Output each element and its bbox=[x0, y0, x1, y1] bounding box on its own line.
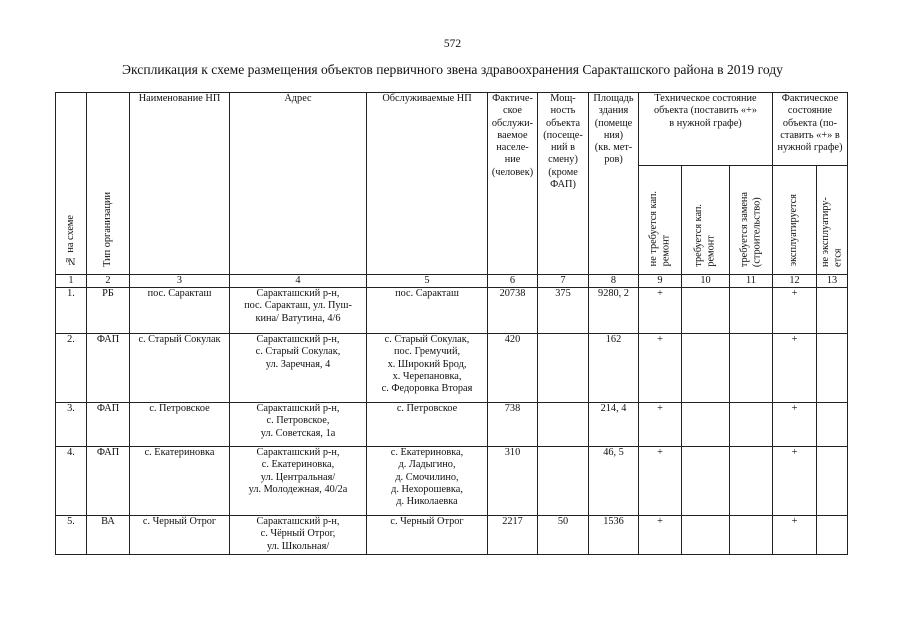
row-number: 5. bbox=[56, 516, 87, 555]
building-area: 9280, 2 bbox=[589, 288, 639, 334]
row-number: 1. bbox=[56, 288, 87, 334]
address: Саракташский р-н, с. Старый Сокулак, ул. Заречная, 4 bbox=[230, 334, 367, 403]
row-number: 4. bbox=[56, 447, 87, 516]
column-number: 12 bbox=[773, 275, 817, 288]
building-area: 46, 5 bbox=[589, 447, 639, 516]
not-operating-mark bbox=[817, 288, 848, 334]
settlement-name: пос. Саракташ bbox=[130, 288, 230, 334]
settlement-name: с. Екатериновка bbox=[130, 447, 230, 516]
column-number: 5 bbox=[367, 275, 488, 288]
operating-mark: + bbox=[773, 334, 817, 403]
settlement-name: с. Черный Отрог bbox=[130, 516, 230, 555]
repair-mark bbox=[682, 288, 730, 334]
repair-mark bbox=[682, 516, 730, 555]
capacity: 375 bbox=[538, 288, 589, 334]
no-repair-mark: + bbox=[639, 516, 682, 555]
organization-type: ФАП bbox=[87, 334, 130, 403]
repair-mark bbox=[682, 334, 730, 403]
replace-mark bbox=[730, 334, 773, 403]
header-repair: требуется кап. ремонт bbox=[682, 166, 730, 275]
repair-mark bbox=[682, 447, 730, 516]
table-row bbox=[56, 403, 848, 447]
served-settlements: пос. Саракташ bbox=[367, 288, 488, 334]
no-repair-mark: + bbox=[639, 288, 682, 334]
column-number: 1 bbox=[56, 275, 87, 288]
not-operating-mark bbox=[817, 334, 848, 403]
page-number: 572 bbox=[443, 38, 462, 50]
header-tech-state: Техническое состояние объекта (поставить «+» в нужной графе) bbox=[639, 93, 773, 166]
replace-mark bbox=[730, 447, 773, 516]
column-number: 4 bbox=[230, 275, 367, 288]
column-number: 3 bbox=[130, 275, 230, 288]
population: 2217 bbox=[488, 516, 538, 555]
header-type: Тип организации bbox=[87, 93, 130, 275]
operating-mark: + bbox=[773, 288, 817, 334]
capacity bbox=[538, 334, 589, 403]
settlement-name: с. Петровское bbox=[130, 403, 230, 447]
not-operating-mark bbox=[817, 403, 848, 447]
population: 310 bbox=[488, 447, 538, 516]
no-repair-mark: + bbox=[639, 334, 682, 403]
organization-type: ФАП bbox=[87, 447, 130, 516]
building-area: 214, 4 bbox=[589, 403, 639, 447]
no-repair-mark: + bbox=[639, 447, 682, 516]
document-title: Экспликация к схеме размещения объектов первичного звена здравоохранения Саракташского района в 2019 году bbox=[122, 62, 783, 77]
address: Саракташский р-н, с. Чёрный Отрог, ул. Школьная/ bbox=[230, 516, 367, 555]
column-number-row bbox=[56, 275, 848, 288]
header-no-repair: не требуется кап. ремонт bbox=[639, 166, 682, 275]
repair-mark bbox=[682, 403, 730, 447]
address: Саракташский р-н, с. Петровское, ул. Советская, 1а bbox=[230, 403, 367, 447]
header-replace: требуется замена (строительство) bbox=[730, 166, 773, 275]
population: 20738 bbox=[488, 288, 538, 334]
organization-type: ВА bbox=[87, 516, 130, 555]
capacity bbox=[538, 403, 589, 447]
organization-type: ФАП bbox=[87, 403, 130, 447]
capacity: 50 bbox=[538, 516, 589, 555]
header-no: № на схеме bbox=[56, 93, 87, 275]
header-capacity: Мощ- ность объекта (посеще- ний в смену) (кроме ФАП) bbox=[538, 93, 589, 275]
operating-mark: + bbox=[773, 447, 817, 516]
address: Саракташский р-н, пос. Саракташ, ул. Пуш- кина/ Ватутина, 4/6 bbox=[230, 288, 367, 334]
header-address: Адрес bbox=[230, 93, 367, 275]
header-fact-state: Фактическое состояние объекта (по- ставить «+» в нужной графе) bbox=[773, 93, 848, 166]
column-number: 8 bbox=[589, 275, 639, 288]
served-settlements: с. Старый Сокулак, пос. Гремучий, х. Широкий Брод, х. Черепановка, с. Федоровка Вторая bbox=[367, 334, 488, 403]
served-settlements: с. Петровское bbox=[367, 403, 488, 447]
table-row bbox=[56, 288, 848, 334]
header-area: Площадь здания (помеще ния) (кв. мет- ров) bbox=[589, 93, 639, 275]
operating-mark: + bbox=[773, 403, 817, 447]
header-name: Наименование НП bbox=[130, 93, 230, 275]
column-number: 11 bbox=[730, 275, 773, 288]
served-settlements: с. Черный Отрог bbox=[367, 516, 488, 555]
table-row bbox=[56, 516, 848, 555]
explication-table bbox=[55, 92, 848, 555]
table-row bbox=[56, 334, 848, 403]
header-operating: эксплуатируется bbox=[773, 166, 817, 275]
column-number: 13 bbox=[817, 275, 848, 288]
served-settlements: с. Екатериновка, д. Ладыгино, д. Смочилино, д. Нехорошевка, д. Николаевка bbox=[367, 447, 488, 516]
row-number: 2. bbox=[56, 334, 87, 403]
building-area: 162 bbox=[589, 334, 639, 403]
address: Саракташский р-н, с. Екатериновка, ул. Центральная/ ул. Молодежная, 40/2а bbox=[230, 447, 367, 516]
column-number: 2 bbox=[87, 275, 130, 288]
column-number: 10 bbox=[682, 275, 730, 288]
not-operating-mark bbox=[817, 516, 848, 555]
column-number: 7 bbox=[538, 275, 589, 288]
column-number: 6 bbox=[488, 275, 538, 288]
settlement-name: с. Старый Сокулак bbox=[130, 334, 230, 403]
replace-mark bbox=[730, 288, 773, 334]
table-row bbox=[56, 447, 848, 516]
operating-mark: + bbox=[773, 516, 817, 555]
organization-type: РБ bbox=[87, 288, 130, 334]
row-number: 3. bbox=[56, 403, 87, 447]
replace-mark bbox=[730, 516, 773, 555]
population: 738 bbox=[488, 403, 538, 447]
header-population: Фактиче- ское обслужи- ваемое населе- ние (человек) bbox=[488, 93, 538, 275]
header-served: Обслуживаемые НП bbox=[367, 93, 488, 275]
population: 420 bbox=[488, 334, 538, 403]
no-repair-mark: + bbox=[639, 403, 682, 447]
header-not-operating: не эксплуатиру- ется bbox=[817, 166, 848, 275]
not-operating-mark bbox=[817, 447, 848, 516]
replace-mark bbox=[730, 403, 773, 447]
building-area: 1536 bbox=[589, 516, 639, 555]
column-number: 9 bbox=[639, 275, 682, 288]
capacity bbox=[538, 447, 589, 516]
